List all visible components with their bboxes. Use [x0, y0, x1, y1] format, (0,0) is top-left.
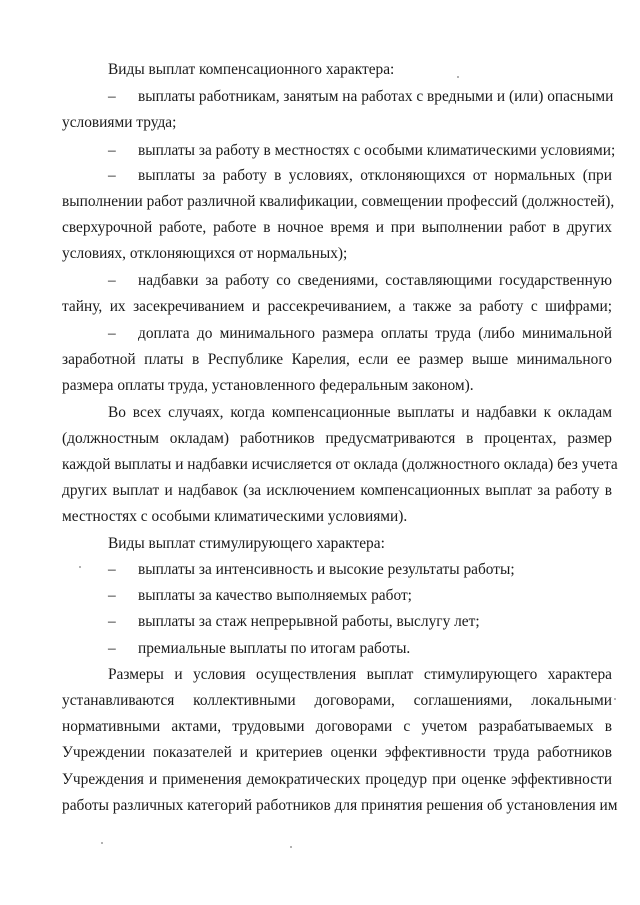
list-dash: –	[108, 272, 116, 289]
scan-speck	[614, 698, 616, 700]
list-dash: –	[108, 88, 116, 105]
paragraph-line: Учреждении показателей и критериев оценки эффективности труда работников	[62, 744, 612, 761]
list-item-line: выплаты за работу в условиях, отклоняющихся от нормальных (при	[138, 167, 612, 184]
scan-speck	[79, 566, 81, 568]
paragraph-line: нормативными актами, трудовыми договорами с учетом разрабатываемых в	[62, 718, 612, 735]
list-dash: –	[108, 142, 116, 159]
list-item-line: доплата до минимального размера оплаты труда (либо минимальной	[138, 325, 612, 342]
paragraph-line: устанавливаются коллективными договорами, соглашениями, локальными	[62, 692, 612, 709]
list-dash: –	[108, 613, 116, 630]
paragraph-line: местностях с особыми климатическими условиями).	[62, 508, 408, 525]
list-dash: –	[108, 587, 116, 604]
list-item-line: выплаты за качество выполняемых работ;	[138, 587, 412, 604]
list-dash: –	[108, 325, 116, 342]
list-item-line: выплаты за работу в местностях с особыми климатическими условиями;	[138, 142, 616, 159]
paragraph-line-heading-compensation: Виды выплат компенсационного характера:	[108, 61, 395, 78]
scan-speck	[101, 842, 103, 844]
paragraph-line: работы различных категорий работников для принятия решения об установления им	[62, 797, 618, 814]
list-dash: –	[108, 167, 116, 184]
list-item-line: тайну, их засекречиванием и рассекречиванием, а также за работу с шифрами;	[62, 298, 612, 315]
list-item-line: выплаты работникам, занятым на работах с вредными и (или) опасными	[138, 88, 614, 105]
paragraph-line-heading-incentive: Виды выплат стимулирующего характера:	[108, 535, 385, 552]
list-item-line: выплаты за интенсивность и высокие результаты работы;	[138, 561, 515, 578]
list-item-line: условиями труда;	[62, 114, 177, 131]
paragraph-line: Размеры и условия осуществления выплат стимулирующего характера	[108, 666, 612, 683]
paragraph-line: каждой выплаты и надбавки исчисляется от оклада (должностного оклада) без учета	[62, 456, 618, 473]
list-dash: –	[108, 561, 116, 578]
paragraph-line: Учреждения и применения демократических процедур при оценке эффективности	[62, 771, 612, 788]
scan-speck	[290, 846, 292, 848]
paragraph-line: других выплат и надбавок (за исключением компенсационных выплат за работу в	[62, 482, 612, 499]
list-item-line: условиях, отклоняющихся от нормальных);	[62, 245, 348, 262]
list-item-line: выполнении работ различной квалификации, совмещении профессий (должностей),	[62, 193, 615, 210]
list-item-line: размера оплаты труда, установленного федеральным законом).	[62, 377, 474, 394]
list-dash: –	[108, 640, 116, 657]
list-item-line: заработной платы в Республике Карелия, если ее размер выше минимального	[62, 351, 612, 368]
paragraph-line: (должностным окладам) работников предусматриваются в процентах, размер	[62, 430, 612, 447]
list-item-line: сверхурочной работе, работе в ночное время и при выполнении работ в других	[62, 219, 612, 236]
scan-speck	[457, 76, 459, 78]
list-item-line: премиальные выплаты по итогам работы.	[138, 640, 411, 657]
paragraph-line: Во всех случаях, когда компенсационные выплаты и надбавки к окладам	[108, 404, 612, 421]
list-item-line: выплаты за стаж непрерывной работы, выслугу лет;	[138, 613, 480, 630]
list-item-line: надбавки за работу со сведениями, составляющими государственную	[138, 272, 612, 289]
